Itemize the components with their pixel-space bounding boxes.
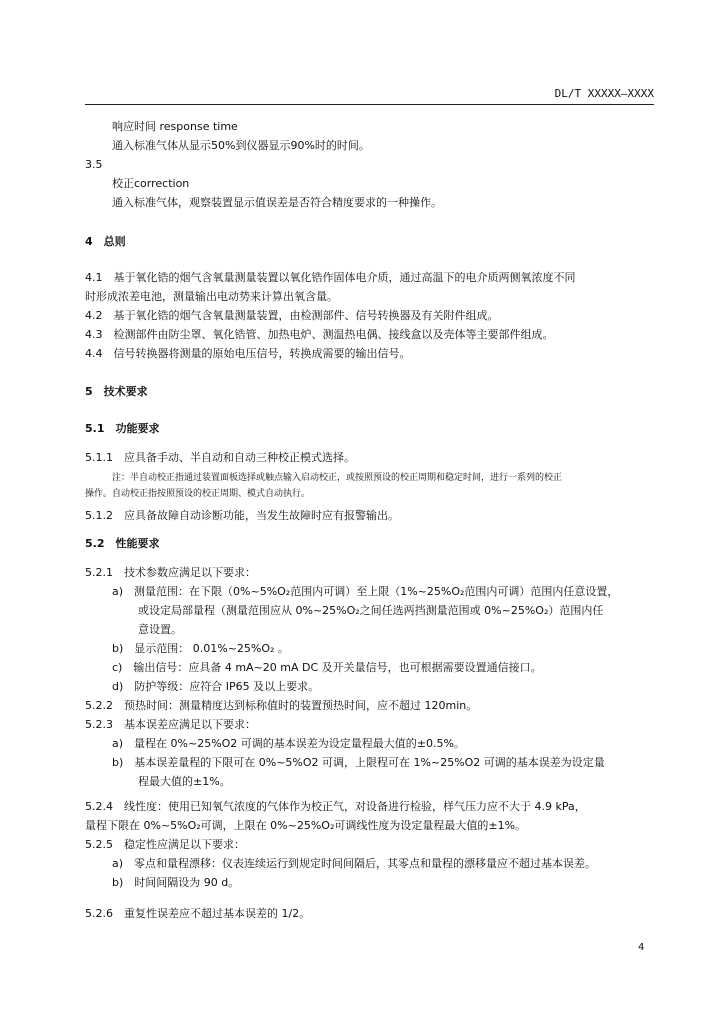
text-line-l18: 5.2 性能要求	[85, 537, 160, 550]
text-line-l27: 5.2.3 基本误差应满足以下要求：	[85, 718, 256, 731]
text-line-l12: 5 技术要求	[85, 385, 148, 398]
text-line-l35: b) 时间间隔设为 90 d。	[112, 876, 240, 889]
text-line-l33: 5.2.5 稳定性应满足以下要求：	[85, 838, 245, 851]
text-line-l05: 通入标准气体，观察装置显示值误差是否符合精度要求的一种操作。	[112, 196, 442, 209]
text-line-l26: 5.2.2 预热时间：测量精度达到标称值时的装置预热时间，应不超过 120min。	[85, 699, 478, 712]
text-line-l22: 意设置。	[138, 623, 182, 636]
page-number: 4	[638, 942, 645, 953]
text-line-l09: 4.2 基于氧化锆的烟气含氧量测量装置，由检测部件、信号转换器及有关附件组成。	[85, 309, 499, 322]
text-line-l36: 5.2.6 重复性误差应不超过基本误差的 1/2。	[85, 907, 311, 920]
document-code-header: DL/T XXXXX—XXXX	[554, 87, 654, 100]
text-line-l13: 5.1 功能要求	[85, 422, 160, 435]
text-line-l04: 校正correction	[112, 177, 190, 190]
text-line-l14: 5.1.1 应具备手动、半自动和自动三种校正模式选择。	[85, 451, 355, 464]
text-line-l08: 时形成浓差电池，测量输出电动势来计算出氧含量。	[85, 290, 338, 303]
text-line-l10: 4.3 检测部件由防尘罩、氧化锆管、加热电炉、测温热电偶、接线盒以及壳体等主要部件组成。	[85, 328, 554, 341]
text-line-l20: a) 测量范围：在下限（0%~5%O₂范围内可调）至上限（1%~25%O₂范围内可调）范围内任意设置，	[112, 585, 619, 598]
text-line-l21: 或设定局部量程（测量范围应从 0%~25%O₂之间任选两挡测量范围或 0%~25%O₂）范围内任	[138, 604, 604, 617]
header-rule	[85, 104, 654, 105]
text-line-l19: 5.2.1 技术参数应满足以下要求：	[85, 566, 256, 579]
text-line-l16: 操作。自动校正指按照预设的校正周期、模式自动执行。	[85, 489, 311, 499]
text-line-l28: a) 量程在 0%~25%O2 可调的基本误差为设定量程最大值的±0.5%。	[112, 737, 465, 750]
text-line-l11: 4.4 信号转换器将测量的原始电压信号，转换成需要的输出信号。	[85, 347, 411, 360]
text-line-l03: 3.5	[85, 158, 103, 171]
text-line-l02: 通入标准气体从显示50%到仪器显示90%时的时间。	[112, 139, 370, 152]
text-line-l30: 程最大值的±1%。	[138, 775, 231, 788]
text-line-l34: a) 零点和量程漂移：仪表连续运行到规定时间间隔后，其零点和量程的漂移量应不超过基本误差。	[112, 857, 597, 870]
text-line-l01: 响应时间 response time	[112, 120, 238, 133]
text-line-l31: 5.2.4 线性度：使用已知氧气浓度的气体作为校正气，对设备进行检验，样气压力应不大于 4.9 kPa，	[85, 800, 586, 813]
text-line-l07: 4.1 基于氧化锆的烟气含氧量测量装置以氧化锆作固体电介质，通过高温下的电介质两侧氧浓度不同	[85, 271, 576, 284]
text-line-l17: 5.1.2 应具备故障自动诊断功能，当发生故障时应有报警输出。	[85, 509, 399, 522]
text-line-l32: 量程下限在 0%~5%O₂可调，上限在 0%~25%O₂可调线性度为设定量程最大值的±1%。	[85, 819, 527, 832]
text-line-l24: c) 输出信号：应具备 4 mA~20 mA DC 及开关量信号，也可根据需要设置通信接口。	[112, 661, 542, 674]
text-line-l06: 4 总则	[85, 235, 126, 248]
text-line-l29: b) 基本误差量程的下限可在 0%~5%O2 可调，上限程可在 1%~25%O2 可调的基本误差为设定量	[112, 756, 605, 769]
text-line-l23: b) 显示范围： 0.01%~25%O₂ 。	[112, 642, 289, 655]
text-line-l25: d) 防护等级：应符合 IP65 及以上要求。	[112, 680, 320, 693]
text-line-l15: 注：半自动校正指通过装置面板选择或触点输入启动校正，或按照预设的校正周期和稳定时间，进行一系列的校正	[112, 473, 563, 483]
